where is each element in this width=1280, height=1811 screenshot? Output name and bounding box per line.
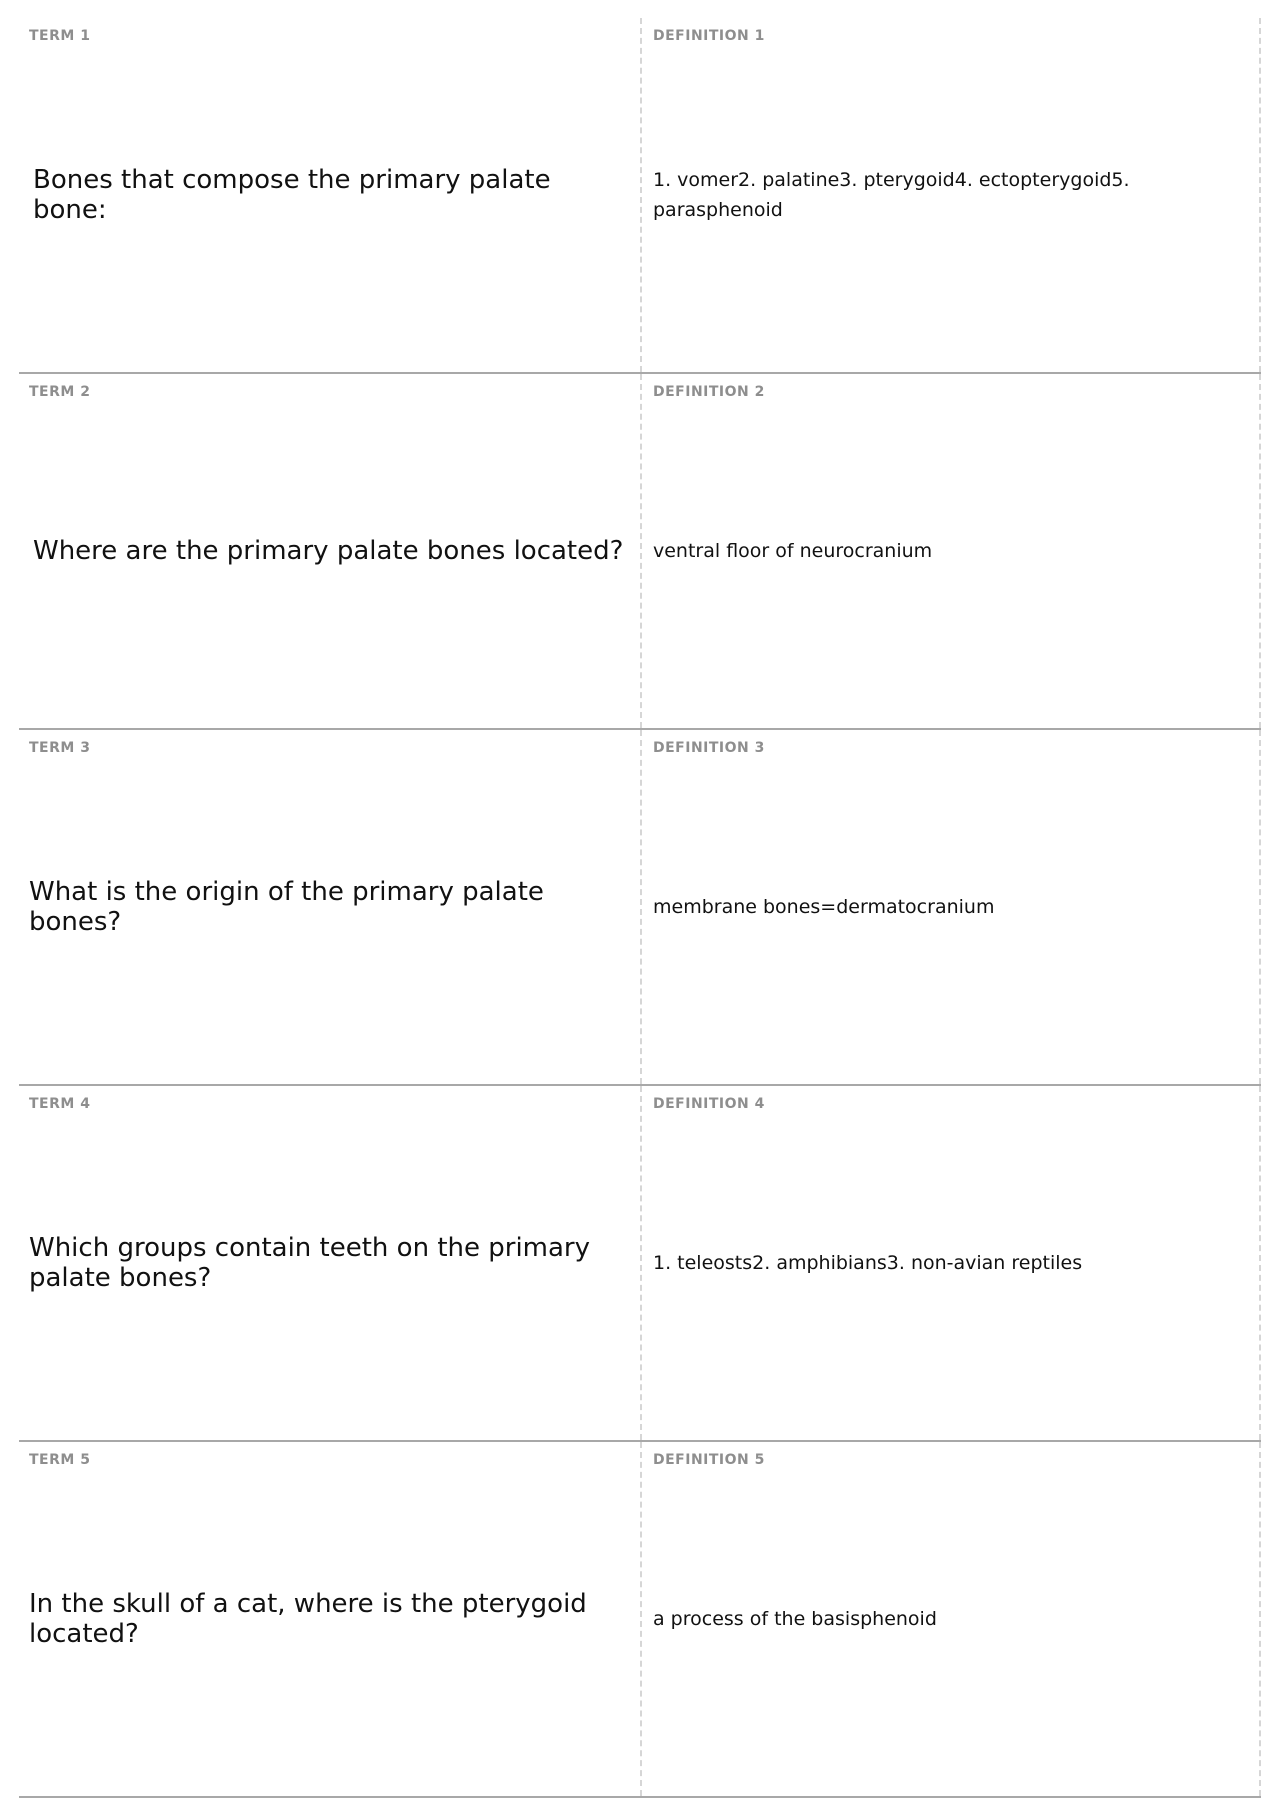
definition-label: DEFINITION 4	[653, 1096, 765, 1112]
flashcard-row-2	[19, 374, 1261, 730]
definition-cell	[642, 730, 1261, 1084]
definition-text: 1. vomer2. palatine3. pterygoid4. ectopterygoid5. parasphenoid	[653, 169, 1130, 221]
definition-text: membrane bones=dermatocranium	[653, 896, 995, 918]
definition-text: ventral floor of neurocranium	[653, 540, 933, 562]
flashcard-row-5	[19, 1442, 1261, 1798]
definition-label: DEFINITION 5	[653, 1452, 765, 1468]
flashcard-sheet	[19, 18, 1261, 1798]
definition-text: a process of the basisphenoid	[653, 1608, 937, 1630]
flashcard-row-1	[19, 18, 1261, 374]
definition-label: DEFINITION 2	[653, 384, 765, 400]
definition-text: 1. teleosts2. amphibians3. non-avian reptiles	[653, 1252, 1083, 1274]
flashcard-row-4	[19, 1086, 1261, 1442]
definition-cell	[642, 18, 1261, 372]
term-text: What is the origin of the primary palate bones?	[29, 877, 544, 937]
term-label: TERM 1	[29, 28, 91, 44]
term-text: Where are the primary palate bones located?	[33, 536, 624, 566]
term-label: TERM 3	[29, 740, 91, 756]
definition-cell	[642, 1442, 1261, 1796]
term-cell	[19, 18, 642, 372]
term-cell	[19, 1442, 642, 1796]
definition-cell	[642, 374, 1261, 728]
term-label: TERM 5	[29, 1452, 91, 1468]
term-label: TERM 4	[29, 1096, 91, 1112]
term-cell	[19, 374, 642, 728]
term-cell	[19, 730, 642, 1084]
definition-label: DEFINITION 1	[653, 28, 765, 44]
term-text: Which groups contain teeth on the primary palate bones?	[29, 1233, 591, 1293]
term-text: In the skull of a cat, where is the pterygoid located?	[29, 1589, 587, 1649]
term-cell	[19, 1086, 642, 1440]
term-label: TERM 2	[29, 384, 91, 400]
term-text: Bones that compose the primary palate bone:	[33, 165, 551, 225]
definition-cell	[642, 1086, 1261, 1440]
flashcard-row-3	[19, 730, 1261, 1086]
definition-label: DEFINITION 3	[653, 740, 765, 756]
